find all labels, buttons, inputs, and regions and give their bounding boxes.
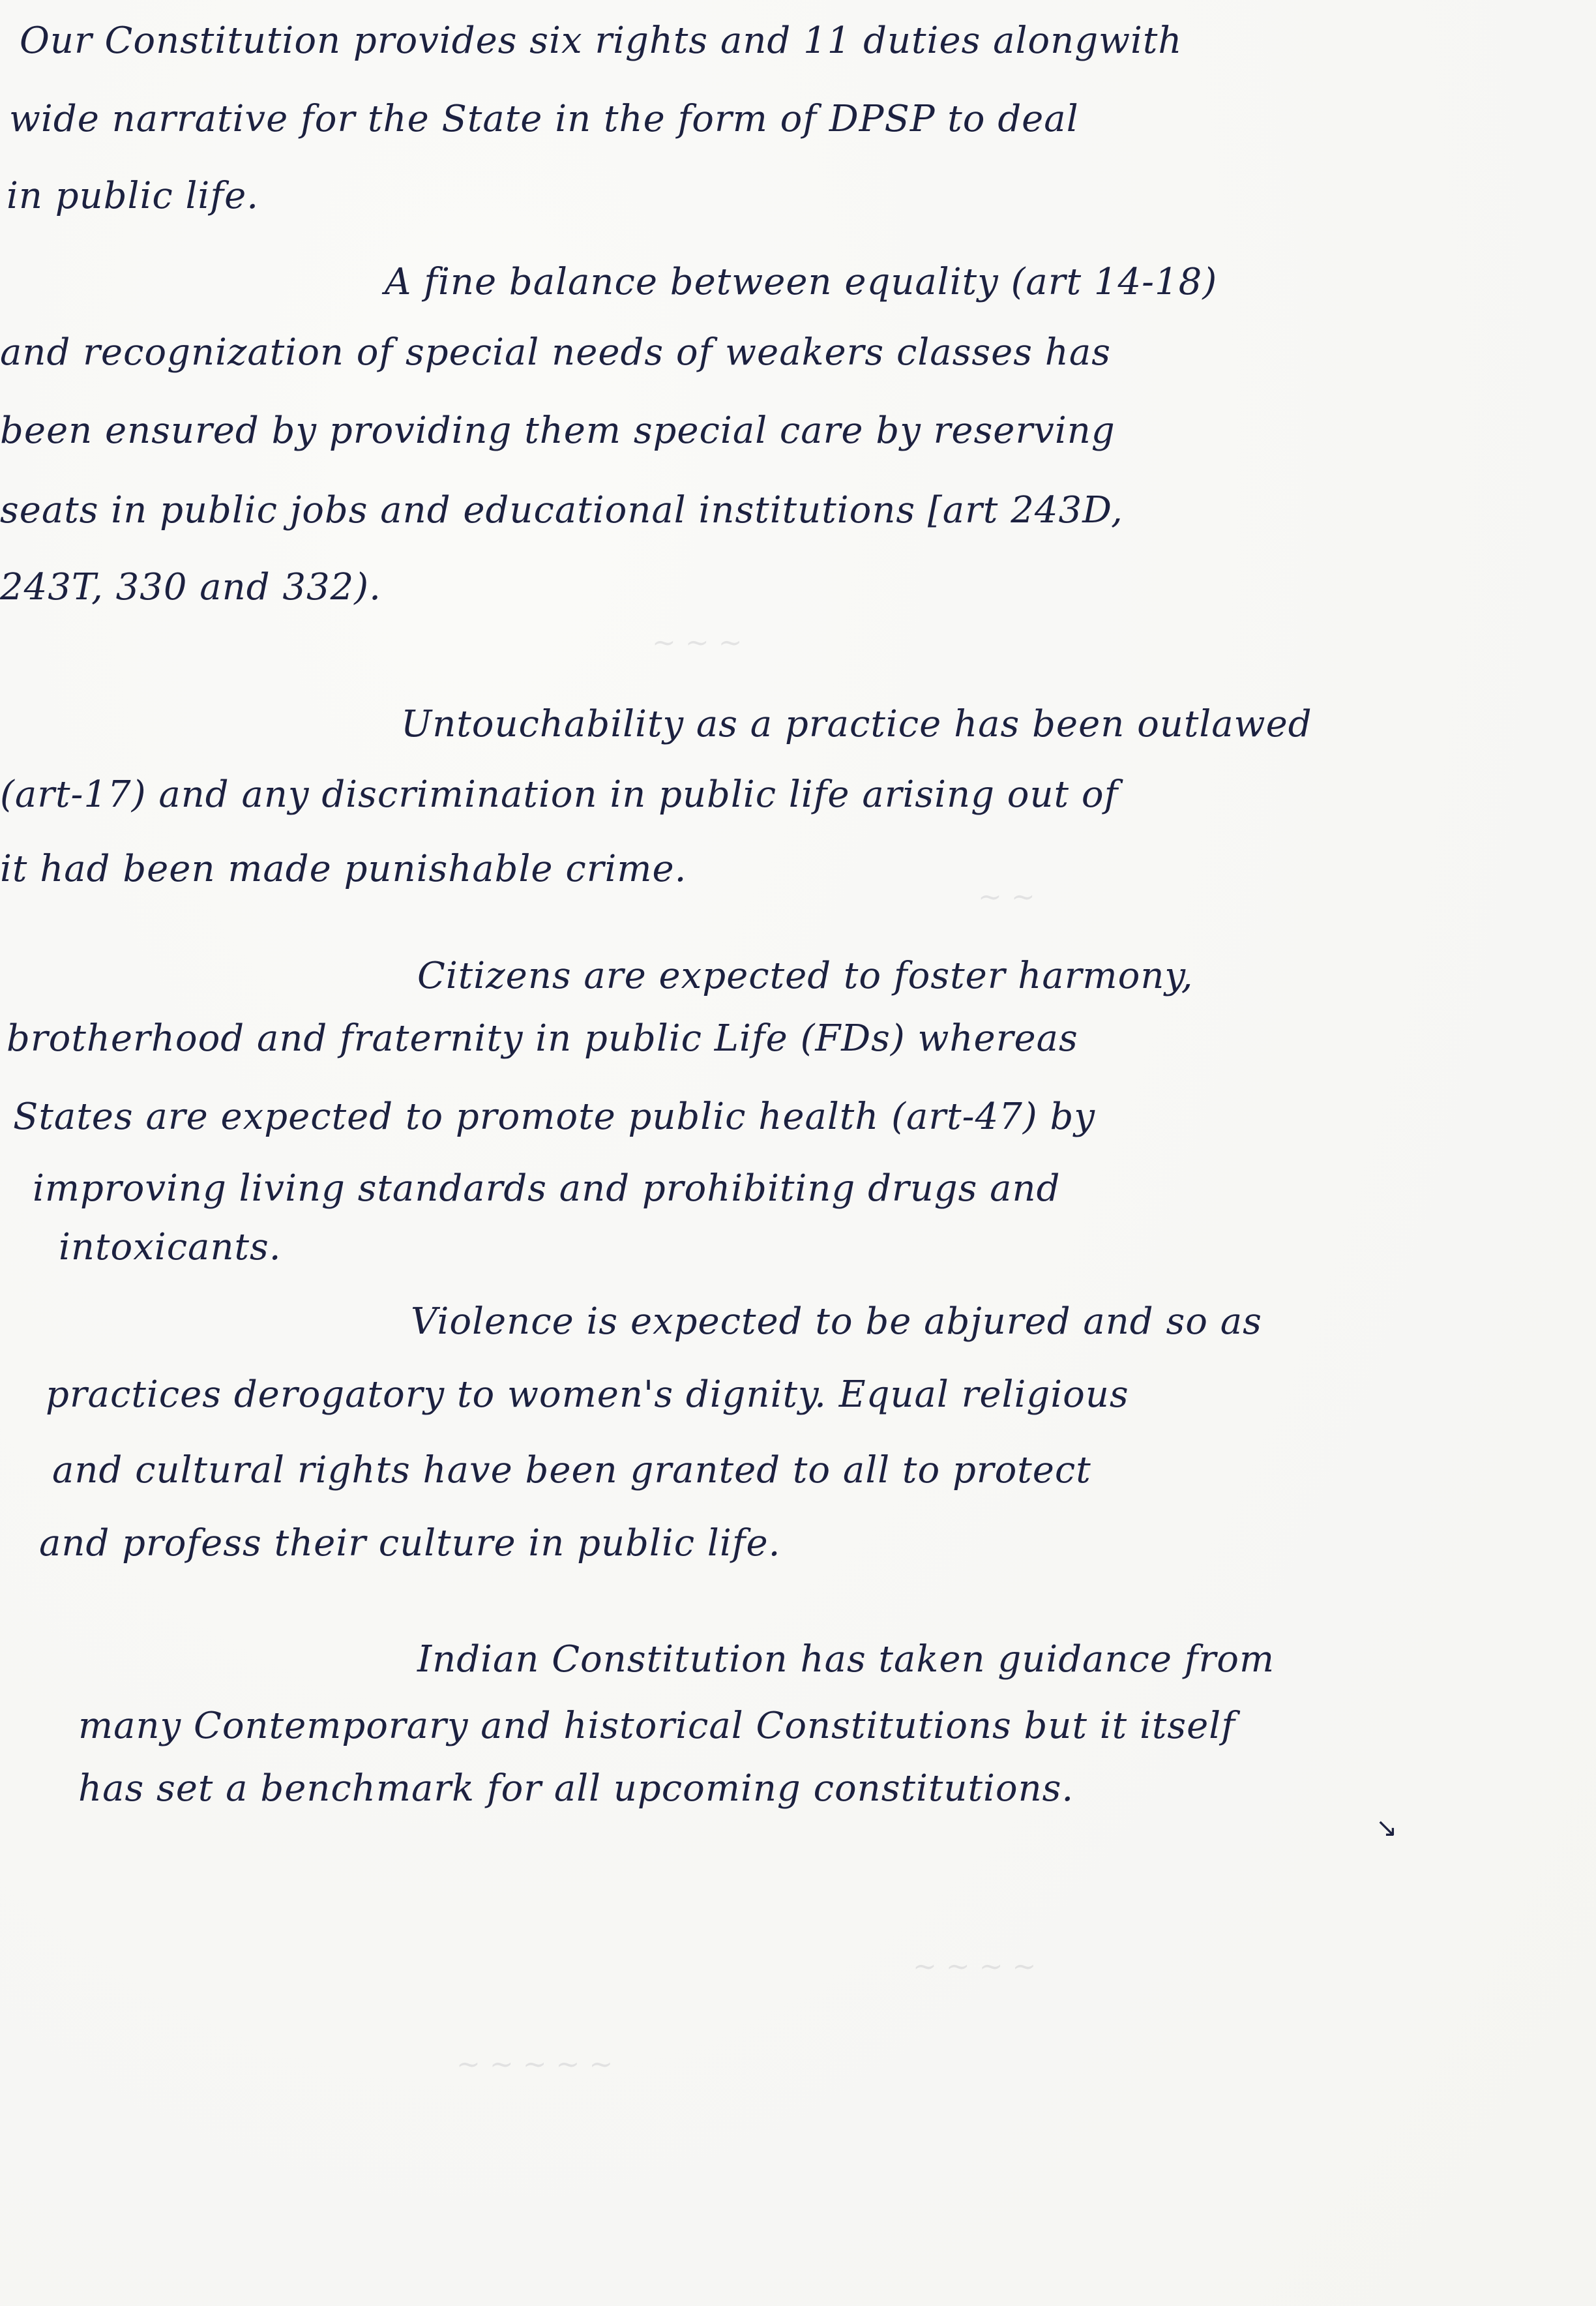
pen-mark-icon: ↘ bbox=[1376, 1813, 1398, 1843]
text-line: A fine balance between equality (art 14-18) bbox=[385, 261, 1218, 303]
text-line: Citizens are expected to foster harmony, bbox=[417, 955, 1194, 997]
text-line: and cultural rights have been granted to all to protect bbox=[52, 1449, 1091, 1491]
text-line: intoxicants. bbox=[59, 1226, 282, 1268]
text-line: seats in public jobs and educational institutions [art 243D, bbox=[0, 489, 1123, 532]
text-line: and profess their culture in public life. bbox=[39, 1522, 781, 1565]
text-line: States are expected to promote public health (art-47) by bbox=[13, 1096, 1095, 1138]
text-line: Violence is expected to be abjured and so as bbox=[411, 1300, 1262, 1343]
text-line: it had been made punishable crime. bbox=[0, 848, 687, 890]
text-line: in public life. bbox=[7, 175, 259, 217]
bleed-through-mark: ~ ~ ~ bbox=[652, 626, 743, 659]
bleed-through-mark: ~ ~ bbox=[978, 880, 1035, 914]
text-line: Indian Constitution has taken guidance from bbox=[417, 1638, 1275, 1681]
text-line: many Contemporary and historical Constitutions but it itself bbox=[78, 1705, 1235, 1747]
text-line: Our Constitution provides six rights and 11 duties alongwith bbox=[20, 20, 1183, 62]
text-line: practices derogatory to women's dignity. Equal religious bbox=[46, 1373, 1129, 1416]
text-line: Untouchability as a practice has been outlawed bbox=[401, 703, 1312, 745]
text-line: has set a benchmark for all upcoming constitutions. bbox=[78, 1767, 1074, 1810]
bleed-through-mark: ~ ~ ~ ~ bbox=[913, 1950, 1037, 1983]
text-line: 243T, 330 and 332). bbox=[0, 566, 381, 608]
text-line: (art-17) and any discrimination in public life arising out of bbox=[0, 773, 1119, 816]
text-line: brotherhood and fraternity in public Life (FDs) whereas bbox=[7, 1017, 1078, 1060]
text-line: and recognization of special needs of weakers classes has bbox=[0, 331, 1111, 374]
text-line: wide narrative for the State in the form of DPSP to deal bbox=[9, 98, 1079, 140]
bleed-through-mark: ~ ~ ~ ~ ~ bbox=[456, 2048, 613, 2081]
text-line: been ensured by providing them special care by reserving bbox=[0, 410, 1116, 452]
text-line: improving living standards and prohibiting drugs and bbox=[33, 1167, 1061, 1210]
